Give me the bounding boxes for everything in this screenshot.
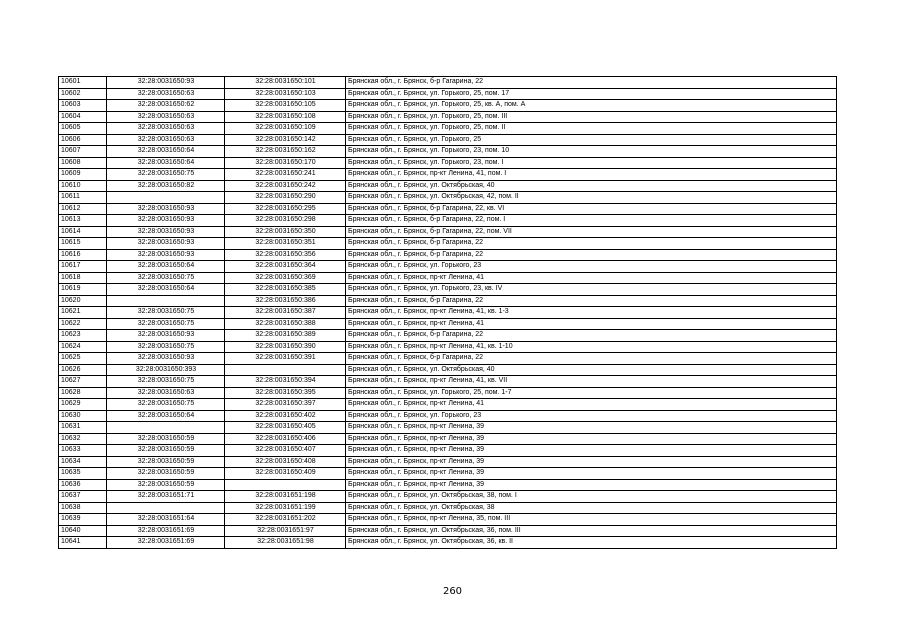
table-row [59, 318, 837, 330]
address-cell: Брянская обл., г. Брянск, ул. Октябрьская, 40 [346, 180, 837, 192]
table-row [59, 479, 837, 491]
cadastral-number-cell: 32:28:0031650:93 [107, 226, 225, 238]
row-number-cell: 10613 [59, 215, 107, 227]
row-number-cell: 10637 [59, 491, 107, 503]
row-number-cell: 10640 [59, 525, 107, 537]
cadastral-number-cell [107, 192, 225, 204]
object-cadastral-number-cell: 32:28:0031650:391 [225, 353, 346, 365]
table-row [59, 364, 837, 376]
address-cell: Брянская обл., г. Брянск, ул. Горького, 25, пом. II [346, 123, 837, 135]
address-cell: Брянская обл., г. Брянск, ул. Горького, 23 [346, 410, 837, 422]
address-cell: Брянская обл., г. Брянск, б-р Гагарина, 22, пом. I [346, 215, 837, 227]
object-cadastral-number-cell: 32:28:0031650:295 [225, 203, 346, 215]
object-cadastral-number-cell: 32:28:0031650:394 [225, 376, 346, 388]
cadastral-number-cell: 32:28:0031650:93 [107, 330, 225, 342]
cadastral-number-cell: 32:28:0031650:64 [107, 261, 225, 273]
object-cadastral-number-cell: 32:28:0031651:98 [225, 537, 346, 549]
table-row [59, 238, 837, 250]
address-cell: Брянская обл., г. Брянск, пр-кт Ленина, 39 [346, 445, 837, 457]
cadastral-number-cell: 32:28:0031650:75 [107, 272, 225, 284]
row-number-cell: 10619 [59, 284, 107, 296]
table-row [59, 215, 837, 227]
table-row [59, 226, 837, 238]
address-cell: Брянская обл., г. Брянск, ул. Горького, 25, пом. 17 [346, 88, 837, 100]
cadastral-number-cell: 32:28:0031651:64 [107, 514, 225, 526]
row-number-cell: 10616 [59, 249, 107, 261]
address-cell: Брянская обл., г. Брянск, б-р Гагарина, 22, кв. VI [346, 203, 837, 215]
table-row [59, 123, 837, 135]
address-cell: Брянская обл., г. Брянск, б-р Гагарина, 22 [346, 295, 837, 307]
table-row [59, 134, 837, 146]
cadastral-number-cell: 32:28:0031650:64 [107, 284, 225, 296]
table-row [59, 525, 837, 537]
object-cadastral-number-cell: 32:28:0031650:170 [225, 157, 346, 169]
address-cell: Брянская обл., г. Брянск, пр-кт Ленина, 39 [346, 468, 837, 480]
cadastral-number-cell: 32:28:0031650:63 [107, 123, 225, 135]
address-cell: Брянская обл., г. Брянск, ул. Октябрьская, 40 [346, 364, 837, 376]
cadastral-number-cell: 32:28:0031650:75 [107, 399, 225, 411]
table-row [59, 307, 837, 319]
cadastral-number-cell: 32:28:0031650:93 [107, 203, 225, 215]
table-row [59, 192, 837, 204]
table-row [59, 445, 837, 457]
cadastral-number-cell: 32:28:0031650:93 [107, 238, 225, 250]
address-cell: Брянская обл., г. Брянск, б-р Гагарина, 22, пом. VII [346, 226, 837, 238]
object-cadastral-number-cell: 32:28:0031650:408 [225, 456, 346, 468]
cadastral-number-cell: 32:28:0031650:75 [107, 318, 225, 330]
object-cadastral-number-cell: 32:28:0031650:290 [225, 192, 346, 204]
object-cadastral-number-cell: 32:28:0031650:385 [225, 284, 346, 296]
row-number-cell: 10606 [59, 134, 107, 146]
address-cell: Брянская обл., г. Брянск, пр-кт Ленина, 35, пом. III [346, 514, 837, 526]
address-cell: Брянская обл., г. Брянск, пр-кт Ленина, 39 [346, 479, 837, 491]
object-cadastral-number-cell: 32:28:0031650:389 [225, 330, 346, 342]
cadastral-number-cell: 32:28:0031650:93 [107, 215, 225, 227]
row-number-cell: 10638 [59, 502, 107, 514]
cadastral-number-cell: 32:28:0031650:93 [107, 353, 225, 365]
table-row [59, 249, 837, 261]
cadastral-number-cell: 32:28:0031650:62 [107, 100, 225, 112]
table-row [59, 376, 837, 388]
cadastral-number-cell: 32:28:0031651:71 [107, 491, 225, 503]
cadastral-number-cell: 32:28:0031651:69 [107, 537, 225, 549]
object-cadastral-number-cell: 32:28:0031650:103 [225, 88, 346, 100]
address-cell: Брянская обл., г. Брянск, пр-кт Ленина, 39 [346, 422, 837, 434]
table-row [59, 353, 837, 365]
object-cadastral-number-cell: 32:28:0031650:101 [225, 77, 346, 89]
table-row [59, 514, 837, 526]
cadastral-number-cell: 32:28:0031650:64 [107, 157, 225, 169]
row-number-cell: 10611 [59, 192, 107, 204]
cadastral-number-cell: 32:28:0031650:75 [107, 376, 225, 388]
row-number-cell: 10635 [59, 468, 107, 480]
object-cadastral-number-cell: 32:28:0031650:350 [225, 226, 346, 238]
object-cadastral-number-cell: 32:28:0031650:390 [225, 341, 346, 353]
table-row [59, 502, 837, 514]
row-number-cell: 10602 [59, 88, 107, 100]
cadastral-number-cell: 32:28:0031650:59 [107, 433, 225, 445]
cadastral-number-cell: 32:28:0031650:63 [107, 387, 225, 399]
object-cadastral-number-cell: 32:28:0031650:364 [225, 261, 346, 273]
address-cell: Брянская обл., г. Брянск, б-р Гагарина, 22 [346, 353, 837, 365]
row-number-cell: 10604 [59, 111, 107, 123]
address-cell: Брянская обл., г. Брянск, ул. Октябрьская, 36, кв. II [346, 537, 837, 549]
address-cell: Брянская обл., г. Брянск, б-р Гагарина, 22 [346, 249, 837, 261]
row-number-cell: 10639 [59, 514, 107, 526]
cadastral-number-cell: 32:28:0031650:64 [107, 146, 225, 158]
cadastral-number-cell: 32:28:0031650:75 [107, 341, 225, 353]
row-number-cell: 10631 [59, 422, 107, 434]
row-number-cell: 10629 [59, 399, 107, 411]
object-cadastral-number-cell: 32:28:0031650:109 [225, 123, 346, 135]
table-row [59, 341, 837, 353]
object-cadastral-number-cell: 32:28:0031650:388 [225, 318, 346, 330]
table-row [59, 261, 837, 273]
address-cell: Брянская обл., г. Брянск, пр-кт Ленина, 41, кв. 1-10 [346, 341, 837, 353]
table-row [59, 169, 837, 181]
address-cell: Брянская обл., г. Брянск, ул. Горького, 25, кв. А, пом. А [346, 100, 837, 112]
address-cell: Брянская обл., г. Брянск, ул. Октябрьская, 36, пом. III [346, 525, 837, 537]
row-number-cell: 10608 [59, 157, 107, 169]
row-number-cell: 10617 [59, 261, 107, 273]
table-row [59, 146, 837, 158]
row-number-cell: 10627 [59, 376, 107, 388]
row-number-cell: 10621 [59, 307, 107, 319]
object-cadastral-number-cell: 32:28:0031650:369 [225, 272, 346, 284]
address-cell: Брянская обл., г. Брянск, ул. Горького, 23, пом. 10 [346, 146, 837, 158]
row-number-cell: 10633 [59, 445, 107, 457]
registry-sheet [58, 76, 836, 549]
cadastral-number-cell: 32:28:0031650:82 [107, 180, 225, 192]
row-number-cell: 10641 [59, 537, 107, 549]
table-row [59, 456, 837, 468]
table-row [59, 410, 837, 422]
object-cadastral-number-cell: 32:28:0031650:409 [225, 468, 346, 480]
table-row [59, 399, 837, 411]
row-number-cell: 10615 [59, 238, 107, 250]
row-number-cell: 10624 [59, 341, 107, 353]
object-cadastral-number-cell: 32:28:0031650:405 [225, 422, 346, 434]
table-row [59, 157, 837, 169]
cadastral-number-cell [107, 502, 225, 514]
cadastral-number-cell: 32:28:0031650:75 [107, 307, 225, 319]
cadastral-number-cell: 32:28:0031650:63 [107, 88, 225, 100]
address-cell: Брянская обл., г. Брянск, пр-кт Ленина, 41, пом. I [346, 169, 837, 181]
cadastral-number-cell: 32:28:0031650:93 [107, 77, 225, 89]
row-number-cell: 10610 [59, 180, 107, 192]
address-cell: Брянская обл., г. Брянск, пр-кт Ленина, 39 [346, 456, 837, 468]
object-cadastral-number-cell: 32:28:0031651:202 [225, 514, 346, 526]
row-number-cell: 10634 [59, 456, 107, 468]
row-number-cell: 10603 [59, 100, 107, 112]
object-cadastral-number-cell: 32:28:0031650:407 [225, 445, 346, 457]
object-cadastral-number-cell: 32:28:0031650:351 [225, 238, 346, 250]
row-number-cell: 10609 [59, 169, 107, 181]
registry-table [58, 76, 837, 549]
object-cadastral-number-cell [225, 479, 346, 491]
page-number: 260 [442, 586, 463, 597]
table-row [59, 295, 837, 307]
object-cadastral-number-cell: 32:28:0031650:395 [225, 387, 346, 399]
row-number-cell: 10625 [59, 353, 107, 365]
cadastral-number-cell: 32:28:0031650:63 [107, 134, 225, 146]
object-cadastral-number-cell: 32:28:0031650:356 [225, 249, 346, 261]
table-row [59, 330, 837, 342]
cadastral-number-cell [107, 422, 225, 434]
address-cell: Брянская обл., г. Брянск, б-р Гагарина, 22 [346, 238, 837, 250]
object-cadastral-number-cell: 32:28:0031650:162 [225, 146, 346, 158]
address-cell: Брянская обл., г. Брянск, б-р Гагарина, 22 [346, 77, 837, 89]
row-number-cell: 10623 [59, 330, 107, 342]
cadastral-number-cell: 32:28:0031650:59 [107, 468, 225, 480]
address-cell: Брянская обл., г. Брянск, пр-кт Ленина, 41 [346, 318, 837, 330]
address-cell: Брянская обл., г. Брянск, ул. Горького, 25 [346, 134, 837, 146]
object-cadastral-number-cell: 32:28:0031650:108 [225, 111, 346, 123]
table-row [59, 468, 837, 480]
table-row [59, 284, 837, 296]
object-cadastral-number-cell: 32:28:0031650:242 [225, 180, 346, 192]
row-number-cell: 10614 [59, 226, 107, 238]
object-cadastral-number-cell: 32:28:0031650:402 [225, 410, 346, 422]
object-cadastral-number-cell: 32:28:0031650:406 [225, 433, 346, 445]
cadastral-number-cell: 32:28:0031650:93 [107, 249, 225, 261]
row-number-cell: 10632 [59, 433, 107, 445]
cadastral-number-cell: 32:28:0031650:59 [107, 479, 225, 491]
row-number-cell: 10622 [59, 318, 107, 330]
address-cell: Брянская обл., г. Брянск, ул. Горького, 23 [346, 261, 837, 273]
row-number-cell: 10636 [59, 479, 107, 491]
cadastral-number-cell: 32:28:0031650:64 [107, 410, 225, 422]
address-cell: Брянская обл., г. Брянск, ул. Горького, 23, кв. IV [346, 284, 837, 296]
row-number-cell: 10618 [59, 272, 107, 284]
table-row [59, 422, 837, 434]
address-cell: Брянская обл., г. Брянск, ул. Горького, 25, пом. III [346, 111, 837, 123]
row-number-cell: 10628 [59, 387, 107, 399]
table-row [59, 433, 837, 445]
object-cadastral-number-cell: 32:28:0031650:298 [225, 215, 346, 227]
table-row [59, 491, 837, 503]
table-row [59, 203, 837, 215]
address-cell: Брянская обл., г. Брянск, пр-кт Ленина, 39 [346, 433, 837, 445]
object-cadastral-number-cell: 32:28:0031651:199 [225, 502, 346, 514]
row-number-cell: 10620 [59, 295, 107, 307]
row-number-cell: 10630 [59, 410, 107, 422]
address-cell: Брянская обл., г. Брянск, пр-кт Ленина, 41 [346, 272, 837, 284]
object-cadastral-number-cell: 32:28:0031650:397 [225, 399, 346, 411]
cadastral-number-cell: 32:28:0031650:75 [107, 169, 225, 181]
row-number-cell: 10626 [59, 364, 107, 376]
row-number-cell: 10612 [59, 203, 107, 215]
cadastral-number-cell: 32:28:0031650:59 [107, 456, 225, 468]
table-row [59, 77, 837, 89]
table-row [59, 88, 837, 100]
address-cell: Брянская обл., г. Брянск, ул. Октябрьская, 38, пом. I [346, 491, 837, 503]
table-row [59, 180, 837, 192]
address-cell: Брянская обл., г. Брянск, ул. Октябрьская, 38 [346, 502, 837, 514]
object-cadastral-number-cell: 32:28:0031650:105 [225, 100, 346, 112]
cadastral-number-cell: 32:28:0031650:59 [107, 445, 225, 457]
address-cell: Брянская обл., г. Брянск, пр-кт Ленина, 41, кв. 1-3 [346, 307, 837, 319]
cadastral-number-cell: 32:28:0031651:69 [107, 525, 225, 537]
cadastral-number-cell [107, 295, 225, 307]
table-row [59, 272, 837, 284]
object-cadastral-number-cell: 32:28:0031650:386 [225, 295, 346, 307]
object-cadastral-number-cell: 32:28:0031650:142 [225, 134, 346, 146]
table-row [59, 111, 837, 123]
object-cadastral-number-cell: 32:28:0031650:387 [225, 307, 346, 319]
table-row [59, 387, 837, 399]
address-cell: Брянская обл., г. Брянск, ул. Горького, 23, пом. I [346, 157, 837, 169]
table-row [59, 537, 837, 549]
address-cell: Брянская обл., г. Брянск, ул. Горького, 25, пом. 1-7 [346, 387, 837, 399]
table-row [59, 100, 837, 112]
row-number-cell: 10607 [59, 146, 107, 158]
address-cell: Брянская обл., г. Брянск, б-р Гагарина, 22 [346, 330, 837, 342]
cadastral-number-cell: 32:28:0031650:393 [107, 364, 225, 376]
object-cadastral-number-cell: 32:28:0031651:198 [225, 491, 346, 503]
address-cell: Брянская обл., г. Брянск, пр-кт Ленина, 41, кв. VII [346, 376, 837, 388]
registry-table-body [59, 77, 837, 549]
object-cadastral-number-cell: 32:28:0031650:241 [225, 169, 346, 181]
address-cell: Брянская обл., г. Брянск, пр-кт Ленина, 41 [346, 399, 837, 411]
address-cell: Брянская обл., г. Брянск, ул. Октябрьская, 42, пом. II [346, 192, 837, 204]
cadastral-number-cell: 32:28:0031650:63 [107, 111, 225, 123]
object-cadastral-number-cell: 32:28:0031651:97 [225, 525, 346, 537]
row-number-cell: 10605 [59, 123, 107, 135]
object-cadastral-number-cell [225, 364, 346, 376]
row-number-cell: 10601 [59, 77, 107, 89]
